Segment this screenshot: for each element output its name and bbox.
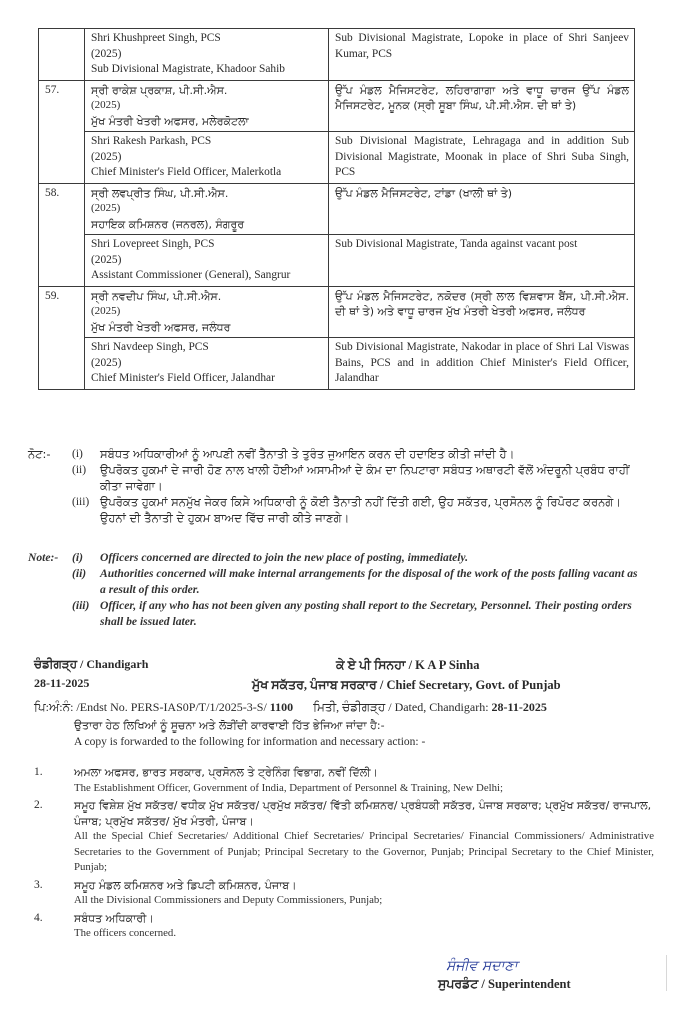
note-text: Officers concerned are directed to join the new place of posting, immediately.	[100, 551, 469, 564]
recipient-punjabi: ਸਬੰਧਤ ਅਧਿਕਾਰੀ।	[74, 911, 154, 925]
note-label: Note:-	[28, 551, 59, 564]
recipient-punjabi: ਅਮਲਾ ਅਫਸਰ, ਭਾਰਤ ਸਰਕਾਰ, ਪ੍ਰਸੋਨਲ ਤੇ ਟ੍ਰੇਨਿੰਗ ਵਿਭਾਗ, ਨਵੀਂ ਦਿੱਲੀ।	[74, 766, 378, 779]
posting-cell-punjabi: ਉੱਪ ਮੰਡਲ ਮੈਜਿਸਟਰੇਟ, ਨਕੋਦਰ (ਸ੍ਰੀ ਲਾਲ ਵਿਸ਼ਵਾਸ ਬੈਂਸ, ਪੀ.ਸੀ.ਐਸ. ਦੀ ਥਾਂ ਤੇ) ਅਤੇ ਵਾਧੂ ਚਾਰਜ ਮੁੱਖ ਮੰਤਰੀ ਖੇਤਰੀ ਅਫਸਰ, ਜਲੰਧਰ	[329, 286, 635, 338]
recipient-english: All the Special Chief Secretaries/ Additional Chief Secretaries/ Principal Secretaries/ Financial Commissioners/ Administrative Secretaries to the Government of Punjab; Principal Secretary to the Governor, Punjab; Principal Secretary to the Chief Minister, Punjab;	[74, 830, 654, 873]
posting-cell-punjabi: ਉੱਪ ਮੰਡਲ ਮੈਜਿਸਟਰੇਟ, ਟਾਂਡਾ (ਖਾਲੀ ਥਾਂ ਤੇ)	[329, 183, 635, 235]
posting-cell: Sub Divisional Magistrate, Lehragaga and in addition Sub Divisional Magistrate, Moonak in place of Shri Suba Singh, PCS	[329, 132, 635, 184]
place: ਚੰਡੀਗੜ੍ਹ / Chandigarh	[34, 657, 149, 671]
list-number: 3.	[34, 878, 43, 891]
dated-value: 28-11-2025	[491, 700, 547, 714]
notes-english	[28, 550, 648, 630]
note-text: ਉਪਰੋਕਤ ਹੁਕਮਾਂ ਸਨਮੁੱਖ ਜੇਕਰ ਕਿਸੇ ਅਧਿਕਾਰੀ ਨੂੰ ਕੋਈ ਤੈਨਾਤੀ ਨਹੀਂ ਦਿੱਤੀ ਗਈ, ਉਹ ਸਕੱਤਰ, ਪ੍ਰਸੋਨਲ ਨੂੰ ਰਿਪੋਰਟ ਕਰਨਗੇ। ਉਹਨਾਂ ਦੀ ਤੈਨਾਤੀ ਦੇ ਹੁਕਮ ਬਾਅਦ ਵਿੱਚ ਜਾਰੀ ਕੀਤੇ ਜਾਣਗੇ।	[100, 495, 622, 525]
officer-batch: (2025)	[91, 47, 122, 60]
officer-name: Shri Lovepreet Singh, PCS	[91, 238, 215, 250]
endorsement-number: 1100	[269, 700, 294, 714]
place-date-block	[34, 655, 148, 693]
forwarding-note	[74, 718, 634, 751]
handwritten-signature: ਸੰਜੀਵ ਸਦਾਣਾ	[446, 958, 518, 974]
note-numeral: (iii)	[72, 599, 90, 612]
officer-cell	[85, 235, 329, 287]
superintendent-block	[438, 957, 571, 993]
recipient-english: All the Divisional Commissioners and Deputy Commissioners, Punjab;	[74, 894, 383, 906]
officer-current-post: Chief Minister's Field Officer, Malerkotla	[91, 166, 282, 178]
note-numeral: (ii)	[72, 567, 87, 580]
officer-name: ਸ੍ਰੀ ਰਾਕੇਸ਼ ਪ੍ਰਕਾਸ਼, ਪੀ.ਸੀ.ਐਸ.	[91, 83, 228, 97]
officer-current-post: Assistant Commissioner (General), Sangrur	[91, 269, 291, 281]
note-text: ਸਬੰਧਤ ਅਧਿਕਾਰੀਆਂ ਨੂੰ ਆਪਣੀ ਨਵੀਂ ਤੈਨਾਤੀ ਤੇ ਤੁਰੰਤ ਜੁਆਇਨ ਕਰਨ ਦੀ ਹਦਾਇਤ ਕੀਤੀ ਜਾਂਦੀ ਹੈ।	[100, 447, 515, 461]
signatory-name: ਕੇ ਏ ਪੀ ਸਿਨਹਾ / K A P Sinha	[336, 658, 480, 672]
list-number: 2.	[34, 799, 43, 811]
officer-name: Shri Khushpreet Singh, PCS	[91, 32, 221, 44]
table-row	[39, 29, 635, 81]
note-numeral: (i)	[72, 448, 83, 460]
endorsement-line	[34, 699, 674, 715]
officer-batch: (2025)	[91, 253, 122, 266]
serial-number	[39, 29, 85, 81]
note-numeral: (i)	[72, 551, 83, 564]
officer-name: ਸ੍ਰੀ ਨਵਦੀਪ ਸਿੰਘ, ਪੀ.ਸੀ.ਐਸ.	[91, 289, 222, 303]
posting-cell-punjabi: ਉੱਪ ਮੰਡਲ ਮੈਜਿਸਟਰੇਟ, ਲਹਿਰਾਗਾਗਾ ਅਤੇ ਵਾਧੂ ਚਾਰਜ ਉੱਪ ਮੰਡਲ ਮੈਜਿਸਟਰੇਟ, ਮੂਨਕ (ਸ੍ਰੀ ਸੂਬਾ ਸਿੰਘ, ਪੀ.ਸੀ.ਐਸ. ਦੀ ਥਾਂ ਤੇ)	[329, 80, 635, 132]
note-label: ਨੋਟ:-	[28, 447, 51, 461]
officer-current-post: Chief Minister's Field Officer, Jalandhar	[91, 372, 275, 384]
signatory-block	[252, 655, 672, 695]
table-row	[39, 235, 635, 287]
superintendent-title: ਸੁਪਰਡੰਟ / Superintendent	[438, 977, 571, 991]
note-text: Officer, if any who has not been given any posting shall report to the Secretary, Personnel. Their posting orders shall be issued later.	[100, 599, 632, 628]
officer-current-post: ਮੁੱਖ ਮੰਤਰੀ ਖੇਤਰੀ ਅਫਸਰ, ਜਲੰਧਰ	[91, 320, 231, 334]
posting-cell: Sub Divisional Magistrate, Tanda against vacant post	[329, 235, 635, 287]
recipient-punjabi: ਸਮੂਹ ਵਿਸ਼ੇਸ਼ ਮੁੱਖ ਸਕੱਤਰ/ ਵਧੀਕ ਮੁੱਖ ਸਕੱਤਰ/ ਪ੍ਰਮੁੱਖ ਸਕੱਤਰ/ ਵਿੱਤੀ ਕਮਿਸ਼ਨਰ/ ਪ੍ਰਬੰਧਕੀ ਸਕੱਤਰ, ਪੰਜਾਬ ਸਰਕਾਰ; ਪ੍ਰਮੁੱਖ ਸਕੱਤਰ/ ਰਾਜਪਾਲ, ਪੰਜਾਬ; ਪ੍ਰਮੁੱਖ ਸਕੱਤਰ/ ਮੁੱਖ ਮੰਤਰੀ, ਪੰਜਾਬ।	[74, 799, 652, 828]
note-item	[28, 462, 648, 494]
endorsement-number-label: ਪਿ:ਅੰ:ਨੰ: /Endst No. PERS-IAS0P/T/1/2025-3-S/	[34, 700, 267, 714]
officer-batch: (2025)	[91, 305, 121, 317]
officer-batch: (2025)	[91, 99, 121, 111]
note-numeral: (iii)	[72, 496, 90, 508]
serial-number: 59.	[39, 286, 85, 389]
forwarding-note-punjabi: ਉਤਾਰਾ ਹੇਠ ਲਿਖਿਆਂ ਨੂੰ ਸੂਚਨਾ ਅਤੇ ਲੋੜੀਂਦੀ ਕਾਰਵਾਈ ਹਿੱਤ ਭੇਜਿਆ ਜਾਂਦਾ ਹੈ:-	[74, 719, 385, 732]
note-text: Authorities concerned will make internal arrangements for the disposal of the work of the posts falling vacant as a result of this order.	[100, 567, 638, 596]
recipient-english: The officers concerned.	[74, 927, 177, 939]
list-item	[34, 798, 654, 876]
officer-current-post: ਸਹਾਇਕ ਕਮਿਸ਼ਨਰ (ਜਨਰਲ), ਸੰਗਰੂਰ	[91, 217, 245, 231]
table-row	[39, 286, 635, 338]
officer-current-post: Sub Divisional Magistrate, Khadoor Sahib	[91, 63, 285, 75]
officer-batch: (2025)	[91, 202, 121, 214]
recipient-punjabi: ਸਮੂਹ ਮੰਡਲ ਕਮਿਸ਼ਨਰ ਅਤੇ ਡਿਪਟੀ ਕਮਿਸ਼ਨਰ, ਪੰਜਾਬ।	[74, 878, 297, 892]
note-item	[28, 598, 648, 630]
table-row	[39, 338, 635, 390]
officer-cell-punjabi	[85, 183, 329, 235]
note-item	[28, 550, 648, 566]
officer-cell	[85, 132, 329, 184]
serial-number: 58.	[39, 183, 85, 286]
table-row	[39, 183, 635, 235]
forwarding-note-english: A copy is forwarded to the following for information and necessary action: -	[74, 735, 426, 748]
list-number: 1.	[34, 766, 43, 778]
officer-cell	[85, 338, 329, 390]
note-numeral: (ii)	[72, 464, 87, 476]
posting-cell: Sub Divisional Magistrate, Lopoke in place of Shri Sanjeev Kumar, PCS	[329, 29, 635, 81]
list-item	[34, 911, 654, 942]
list-number: 4.	[34, 911, 43, 924]
officer-current-post: ਮੁੱਖ ਮੰਤਰੀ ਖੇਤਰੀ ਅਫਸਰ, ਮਲੇਰਕੋਟਲਾ	[91, 114, 249, 128]
dated-label: ਮਿਤੀ, ਚੰਡੀਗੜ੍ਹ / Dated, Chandigarh:	[313, 700, 489, 714]
list-item	[34, 878, 654, 909]
officer-name: ਸ੍ਰੀ ਲਵਪ੍ਰੀਤ ਸਿੰਘ, ਪੀ.ਸੀ.ਐਸ.	[91, 186, 229, 200]
posting-orders-table	[38, 28, 635, 390]
notes-punjabi	[28, 446, 648, 526]
officer-batch: (2025)	[91, 150, 122, 163]
serial-number: 57.	[39, 80, 85, 183]
table-row	[39, 80, 635, 132]
note-item	[28, 446, 648, 462]
officer-cell-punjabi	[85, 80, 329, 132]
officer-batch: (2025)	[91, 356, 122, 369]
officer-name: Shri Navdeep Singh, PCS	[91, 341, 209, 353]
recipient-english: The Establishment Officer, Government of India, Department of Personnel & Training, New Delhi;	[74, 781, 504, 794]
posting-cell: Sub Divisional Magistrate, Nakodar in place of Shri Lal Viswas Bains, PCS and in addition Chief Minister's Field Officer, Jalandhar	[329, 338, 635, 390]
signatory-designation: ਮੁੱਖ ਸਕੱਤਰ, ਪੰਜਾਬ ਸਰਕਾਰ / Chief Secretary, Govt. of Punjab	[252, 678, 561, 692]
scan-edge-divider	[666, 955, 667, 991]
note-text: ਉਪਰੋਕਤ ਹੁਕਮਾਂ ਦੇ ਜਾਰੀ ਹੋਣ ਨਾਲ ਖਾਲੀ ਹੋਈਆਂ ਅਸਾਮੀਆਂ ਦੇ ਕੰਮ ਦਾ ਨਿਪਟਾਰਾ ਸਬੰਧਤ ਅਥਾਰਟੀ ਵੱਲੋਂ ਅੰਦਰੂਨੀ ਪ੍ਰਬੰਧ ਰਾਹੀਂ ਕੀਤਾ ਜਾਵੇਗਾ।	[100, 463, 630, 493]
officer-name: Shri Rakesh Parkash, PCS	[91, 135, 212, 147]
note-item	[28, 566, 648, 598]
table-row	[39, 132, 635, 184]
order-date: 28-11-2025	[34, 676, 90, 690]
officer-cell-punjabi	[85, 286, 329, 338]
copy-to-list	[34, 765, 654, 944]
officer-cell	[85, 29, 329, 81]
note-item	[28, 494, 648, 526]
list-item	[34, 765, 654, 796]
